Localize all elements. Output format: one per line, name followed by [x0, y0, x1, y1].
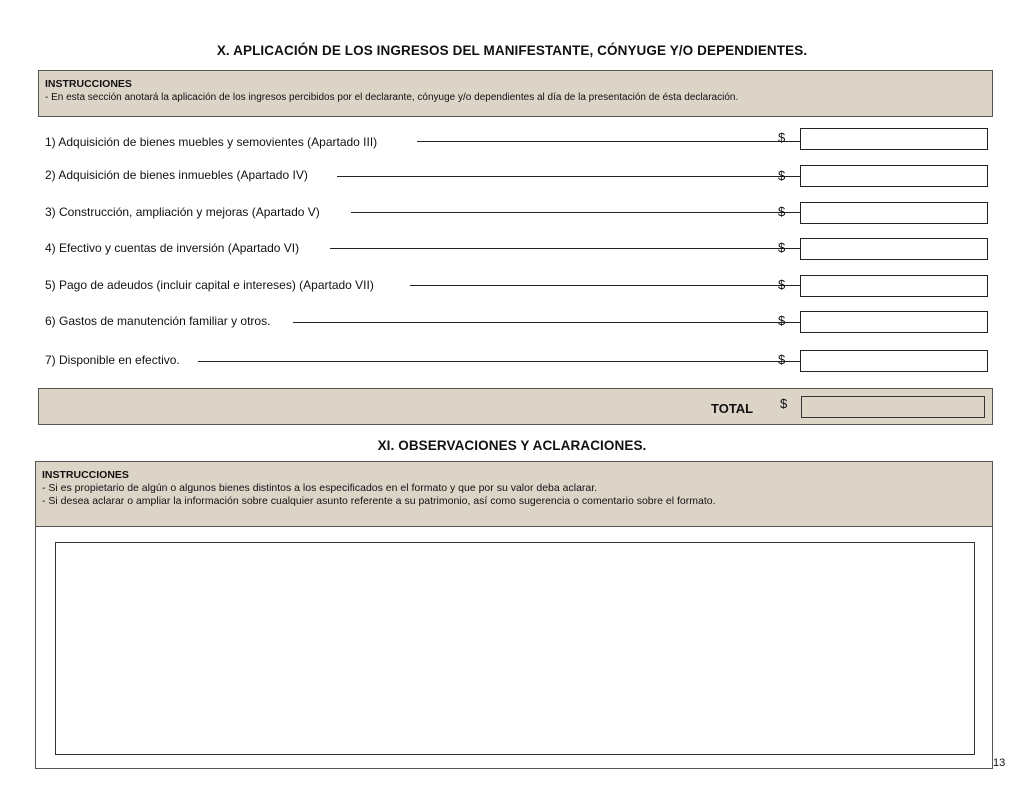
- instructions-heading: INSTRUCCIONES: [42, 469, 129, 481]
- page-number: 13: [993, 757, 1006, 769]
- leader-line: [351, 212, 817, 213]
- leader-line: [293, 322, 817, 323]
- amount-input[interactable]: [800, 202, 988, 224]
- dollar-sign: $: [778, 352, 786, 367]
- leader-line: [417, 141, 817, 142]
- observations-textarea[interactable]: [55, 542, 975, 755]
- dollar-sign: $: [778, 204, 786, 219]
- dollar-sign: $: [778, 168, 786, 183]
- leader-line: [330, 248, 817, 249]
- item-label: 2) Adquisición de bienes inmuebles (Apartado IV): [45, 168, 308, 182]
- dollar-sign: $: [780, 396, 788, 411]
- section-xi-instructions: [35, 461, 993, 527]
- item-label: 4) Efectivo y cuentas de inversión (Apartado VI): [45, 241, 300, 255]
- section-x-instructions: [38, 70, 993, 117]
- item-label: 6) Gastos de manutención familiar y otros.: [45, 314, 271, 328]
- observations-panel: [35, 526, 993, 769]
- instruction-line: - En esta sección anotará la aplicación de los ingresos percibidos por el declarante, cónyuge y/o dependientes al día de la presentación de ésta declaración.: [45, 92, 739, 103]
- leader-line: [198, 361, 817, 362]
- item-label: 5) Pago de adeudos (incluir capital e intereses) (Apartado VII): [45, 278, 374, 292]
- dollar-sign: $: [778, 240, 786, 255]
- instruction-line: - Si es propietario de algún o algunos bienes distintos a los especificados en el formato y que por su valor deba aclarar.: [42, 482, 598, 494]
- amount-input[interactable]: [800, 238, 988, 260]
- leader-line: [410, 285, 817, 286]
- amount-input[interactable]: [800, 128, 988, 150]
- amount-input[interactable]: [800, 311, 988, 333]
- item-label: 3) Construcción, ampliación y mejoras (Apartado V): [45, 205, 320, 219]
- section-xi-title: XI. OBSERVACIONES Y ACLARACIONES.: [377, 438, 647, 453]
- item-label: 7) Disponible en efectivo.: [45, 353, 180, 367]
- section-x-title: X. APLICACIÓN DE LOS INGRESOS DEL MANIFESTANTE, CÓNYUGE Y/O DEPENDIENTES.: [216, 43, 808, 58]
- dollar-sign: $: [778, 313, 786, 328]
- total-row: [38, 388, 993, 425]
- leader-line: [337, 176, 817, 177]
- amount-input[interactable]: [800, 275, 988, 297]
- instructions-heading: INSTRUCCIONES: [45, 78, 132, 90]
- amount-input[interactable]: [800, 350, 988, 372]
- amount-input[interactable]: [800, 165, 988, 187]
- item-label: 1) Adquisición de bienes muebles y semovientes (Apartado III): [45, 135, 378, 149]
- dollar-sign: $: [778, 130, 786, 145]
- total-input[interactable]: [801, 396, 985, 418]
- instruction-line: - Si desea aclarar o ampliar la información sobre cualquier asunto referente a su patrimonio, así como sugerencia o comentario sobre el formato.: [42, 495, 716, 507]
- dollar-sign: $: [778, 277, 786, 292]
- total-label: TOTAL: [711, 401, 754, 416]
